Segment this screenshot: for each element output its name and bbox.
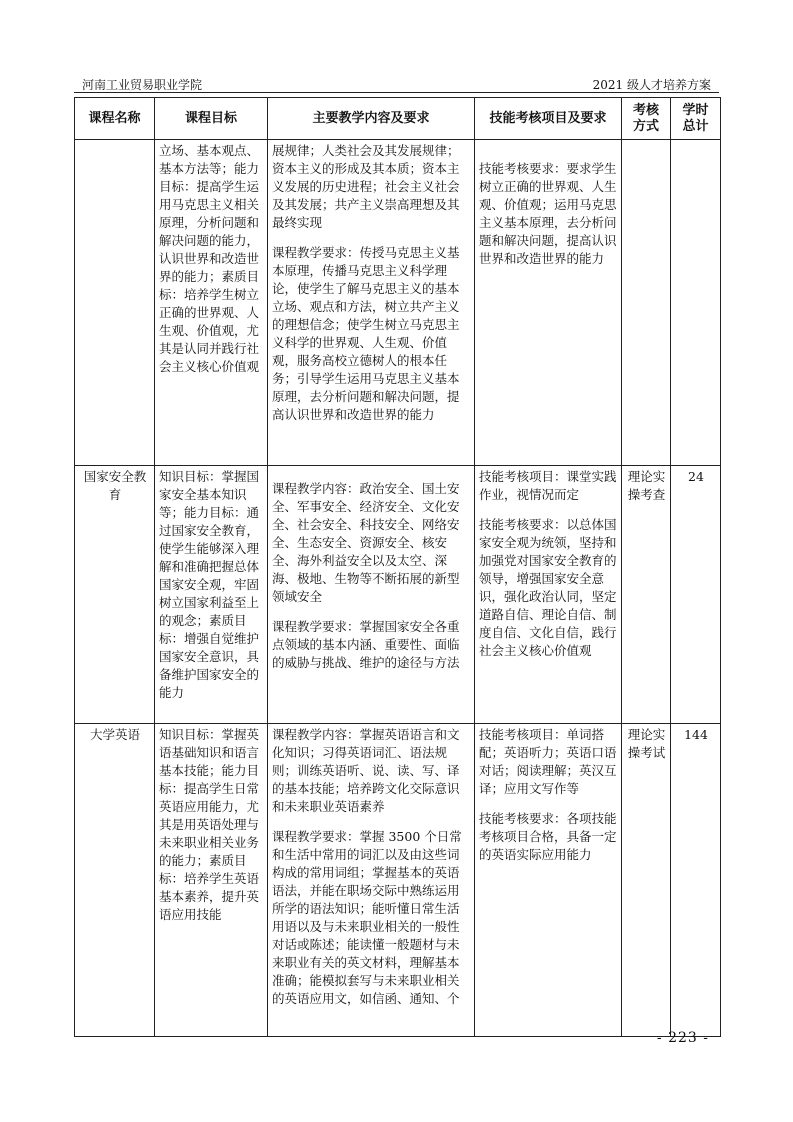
col-header-skills: 技能考核项目及要求: [475, 98, 622, 140]
content-paragraph: 课程教学要求：传授马克思主义基本原理，传播马克思主义科学理论，使学生了解马克思主义的基本立场、观点和方法，树立共产主义的理想信念；使学生树立马克思主义科学的世界观、人生观、价值观，服务高校立德树人的根本任务；引导学生运用马克思主义基本原理，去分析问题和解决问题，提高认识世界和改造世界的能力: [272, 245, 460, 422]
assessment-cell: [622, 140, 671, 466]
col-header-course-name: 课程名称: [75, 98, 155, 140]
course-goal-cell: 知识目标：掌握国家安全基本知识等；能力目标：通过国家安全教育，使学生能够深入理解和准确把握总体国家安全观，牢固树立国家利益至上的观念；素质目标：增强自觉维护国家安全意识，具备维护国家安全的能力: [155, 466, 268, 724]
course-name-cell: 国家安全教育: [75, 466, 155, 724]
skills-paragraph: 技能考核要求：要求学生树立正确的世界观、人生观、价值观；运用马克思主义基本原理，去分析问题和解决问题，提高认识世界和改造世界的能力: [479, 161, 617, 266]
content-paragraph: 课程教学要求：掌握国家安全各重点领域的基本内涵、重要性、面临的威胁与挑战、维护的途径与方法: [272, 619, 460, 670]
col-header-hours: 学时总计: [671, 98, 721, 140]
content-cell: [268, 140, 475, 466]
running-header: [74, 74, 719, 93]
course-goal-cell: 知识目标：掌握英语基础知识和语言基本技能；能力目标：提高学生日常英语应用能力，尤其是用英语处理与未来职业相关业务的能力；素质目标：培养学生英语基本素养，提升英语应用技能: [155, 724, 268, 1037]
table-header-row: [75, 98, 721, 140]
page-number: - 223 -: [656, 1030, 709, 1046]
content-paragraph: 课程教学内容：政治安全、国土安全、军事安全、经济安全、文化安全、社会安全、科技安全、网络安全、生态安全、资源安全、核安全、海外利益安全以及太空、深海、极地、生物等不断拓展的新型领域安全: [272, 481, 460, 604]
skills-cell: [475, 140, 622, 466]
content-paragraph: 课程教学要求：掌握 3500 个日常和生活中常用的词汇以及由这些词构成的常用词组；掌握基本的英语语法，并能在职场交际中熟练运用所学的语法知识；能听懂日常生活用语以及与未来职业相关的一般性对话或陈述；能读懂一般题材与未来职业有关的英文材料，理解基本准确；能模拟套写与未来职业相关的英语应用文，如信函、通知、个: [272, 829, 462, 1006]
course-name-cell: [75, 140, 155, 466]
header-document-title: 2021 级人才培养方案: [592, 78, 711, 92]
hours-cell: 24: [671, 466, 721, 724]
col-header-content: 主要教学内容及要求: [268, 98, 475, 140]
curriculum-table: [74, 97, 721, 1037]
header-school-name: 河南工业贸易职业学院: [82, 78, 203, 92]
table-row: [75, 466, 721, 724]
col-header-course-goal: 课程目标: [155, 98, 268, 140]
course-name-cell: 大学英语: [75, 724, 155, 1037]
hours-cell: [671, 140, 721, 466]
skills-cell: [475, 724, 622, 1037]
skills-paragraph: 技能考核项目：课堂实践作业，视情况而定: [479, 469, 617, 502]
hours-cell: 144: [671, 724, 721, 1037]
skills-paragraph: 技能考核要求：以总体国家安全观为统领，坚持和加强党对国家安全教育的领导，增强国家安全意识，强化政治认同，坚定道路自信、理论自信、制度自信、文化自信，践行社会主义核心价值观: [479, 517, 617, 658]
assessment-cell: 理论实操考查: [622, 466, 671, 724]
content-paragraph: 展规律；人类社会及其发展规律；资本主义的形成及其本质；资本主义发展的历史进程；社会主义社会及其发展；共产主义崇高理想及其最终实现: [272, 143, 460, 230]
table-row: [75, 140, 721, 466]
skills-paragraph: 技能考核项目：单词搭配；英语听力；英语口语对话；阅读理解；英汉互译；应用文写作等: [479, 727, 617, 796]
skills-cell: [475, 466, 622, 724]
content-cell: [268, 724, 475, 1037]
col-header-assessment: 考核方式: [622, 98, 671, 140]
content-paragraph: 课程教学内容：掌握英语语言和文化知识；习得英语词汇、语法规则；训练英语听、说、读、写、译的基本技能；培养跨文化交际意识和未来职业英语素养: [272, 727, 460, 814]
table-row: [75, 724, 721, 1037]
course-goal-cell: 立场、基本观点、基本方法等；能力目标：提高学生运用马克思主义相关原理，分析问题和解决问题的能力，认识世界和改造世界的能力；素质目标：培养学生树立正确的世界观、人生观、价值观，尤其是认同并践行社会主义核心价值观: [155, 140, 268, 466]
skills-paragraph: 技能考核要求：各项技能考核项目合格，具备一定的英语实际应用能力: [479, 811, 617, 862]
content-cell: [268, 466, 475, 724]
assessment-cell: 理论实操考试: [622, 724, 671, 1037]
